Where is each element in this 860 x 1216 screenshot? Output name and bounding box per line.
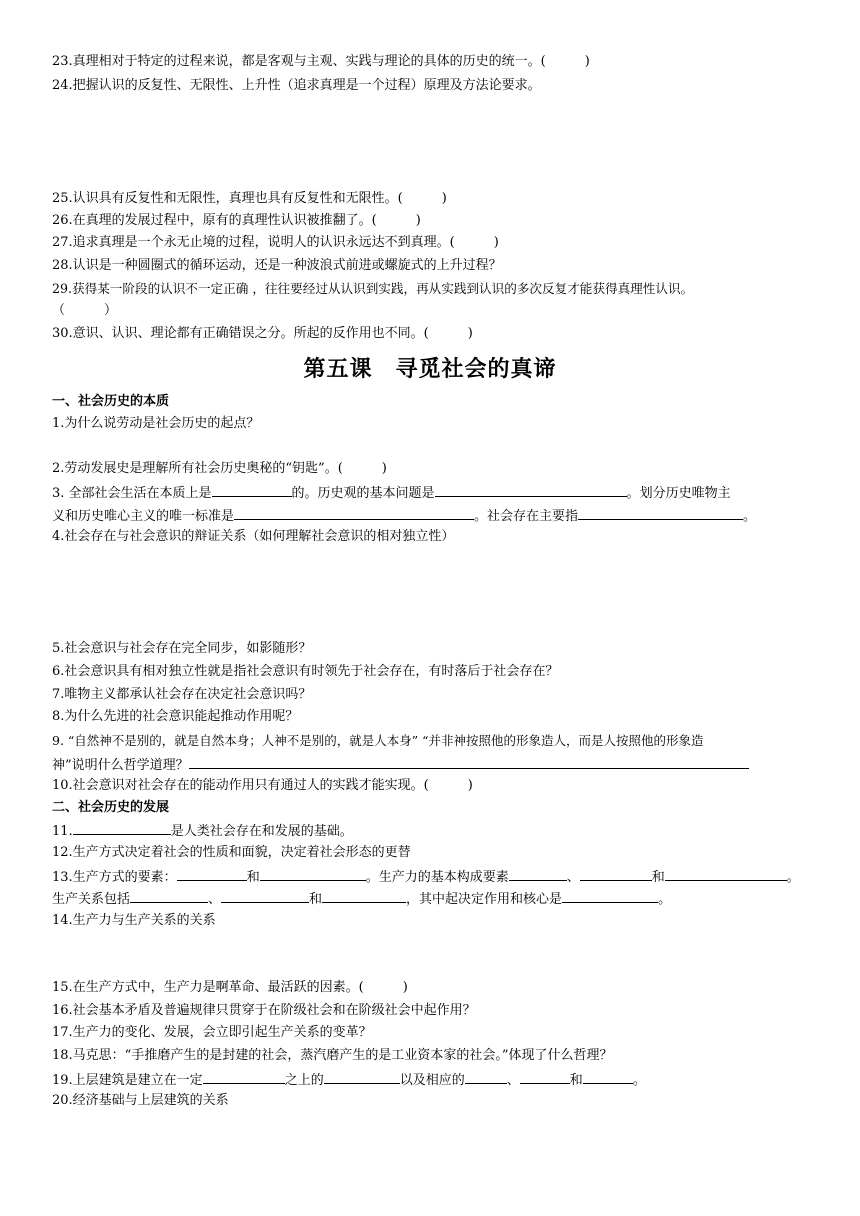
question-26: 26.在真理的发展过程中，原有的真理性认识被推翻了。( ) — [52, 213, 421, 228]
question-30: 30.意识、认识、理论都有正确错误之分。所起的反作用也不同。( ) — [52, 326, 473, 341]
section-heading-1: 一、社会历史的本质 — [52, 394, 170, 409]
fill-blank[interactable] — [212, 483, 292, 497]
question-8: 8.为什么先进的社会意识能起推动作用呢？ — [52, 709, 299, 724]
question-3-line-1: 3. 全部社会生活在本质上是 的。历史观的基本问题是 。划分历史唯物主 — [52, 483, 731, 503]
question-29-answer-blank: （ ） — [52, 303, 118, 318]
fill-blank[interactable] — [130, 889, 208, 903]
question-29: 29.获得某一阶段的认识不一定正确 ，往往要经过从认识到实践，再从实践到认识的多次反复才能获得真理性认识。 — [52, 281, 694, 296]
question-18: 18.马克思：“手推磨产生的是封建的社会，蒸汽磨产生的是工业资本家的社会。”体现了什么哲理？ — [52, 1048, 613, 1063]
fill-blank[interactable] — [562, 889, 658, 903]
fill-blank[interactable] — [324, 1070, 400, 1084]
question-10: 10.社会意识对社会存在的能动作用只有通过人的实践才能实现。( ) — [52, 778, 473, 793]
fill-blank[interactable] — [322, 889, 406, 903]
question-14: 14.生产力与生产关系的关系 — [52, 913, 216, 928]
fill-blank[interactable] — [509, 867, 567, 881]
question-7: 7.唯物主义都承认社会存在决定社会意识吗？ — [52, 687, 312, 702]
fill-blank[interactable] — [578, 506, 743, 520]
fill-blank[interactable] — [203, 1070, 285, 1084]
fill-blank[interactable] — [221, 889, 309, 903]
question-2: 2.劳动发展史是理解所有社会历史奥秘的“钥匙”。( ) — [52, 461, 387, 476]
question-12: 12.生产方式决定着社会的性质和面貌，决定着社会形态的更替 — [52, 845, 411, 860]
question-13-line-2: 生产关系包括 、 和 ，其中起决定作用和核心是 。 — [52, 889, 671, 909]
question-19: 19.上层建筑是建立在一定 之上的 以及相应的 、 和 。 — [52, 1070, 646, 1090]
fill-blank[interactable] — [189, 755, 749, 769]
question-15: 15.在生产方式中，生产力是啊革命、最活跃的因素。( ) — [52, 980, 408, 995]
question-17: 17.生产力的变化、发展，会立即引起生产关系的变革？ — [52, 1025, 372, 1040]
question-9-line-2: 神”说明什么哲学道理？ — [52, 755, 749, 775]
question-1: 1.为什么说劳动是社会历史的起点？ — [52, 416, 260, 431]
fill-blank[interactable] — [520, 1070, 570, 1084]
question-5: 5.社会意识与社会存在完全同步，如影随形？ — [52, 641, 312, 656]
fill-blank[interactable] — [234, 506, 474, 520]
question-11: 11. 是人类社会存在和发展的基础。 — [52, 821, 353, 841]
question-25: 25.认识具有反复性和无限性，真理也具有反复性和无限性。( ) — [52, 191, 447, 206]
question-3-line-2: 义和历史唯心主义的唯一标准是 。社会存在主要指 。 — [52, 506, 756, 526]
fill-blank[interactable] — [73, 821, 171, 835]
question-13-line-1: 13.生产方式的要素： 和 。生产力的基本构成要素 、 和 。 — [52, 867, 800, 887]
fill-blank[interactable] — [435, 483, 627, 497]
lesson-title: 第五课 寻觅社会的真谛 — [303, 356, 557, 382]
question-4: 4.社会存在与社会意识的辩证关系（如何理解社会意识的相对独立性） — [52, 529, 455, 544]
fill-blank[interactable] — [665, 867, 787, 881]
question-6: 6.社会意识具有相对独立性就是指社会意识有时领先于社会存在，有时落后于社会存在？ — [52, 664, 559, 679]
fill-blank[interactable] — [583, 1070, 633, 1084]
question-16: 16.社会基本矛盾及普遍规律只贯穿于在阶级社会和在阶级社会中起作用？ — [52, 1003, 476, 1018]
fill-blank[interactable] — [260, 867, 366, 881]
fill-blank[interactable] — [580, 867, 652, 881]
fill-blank[interactable] — [465, 1070, 507, 1084]
fill-blank[interactable] — [177, 867, 247, 881]
question-28: 28.认识是一种圆圈式的循环运动，还是一种波浪式前进或螺旋式的上升过程？ — [52, 258, 502, 273]
question-20: 20.经济基础与上层建筑的关系 — [52, 1093, 229, 1108]
question-27: 27.追求真理是一个永无止境的过程，说明人的认识永远达不到真理。( ) — [52, 235, 499, 250]
question-24: 24.把握认识的反复性、无限性、上升性（追求真理是一个过程）原理及方法论要求。 — [52, 78, 541, 93]
question-23: 23.真理相对于特定的过程来说，都是客观与主观、实践与理论的具体的历史的统一。( ) — [52, 54, 590, 69]
question-9: 9. “自然神不是别的，就是自然本身；人神不是别的，就是人本身” “并非神按照他的形象造人，而是人按照他的形象造 — [52, 733, 704, 748]
section-heading-2: 二、社会历史的发展 — [52, 800, 170, 815]
